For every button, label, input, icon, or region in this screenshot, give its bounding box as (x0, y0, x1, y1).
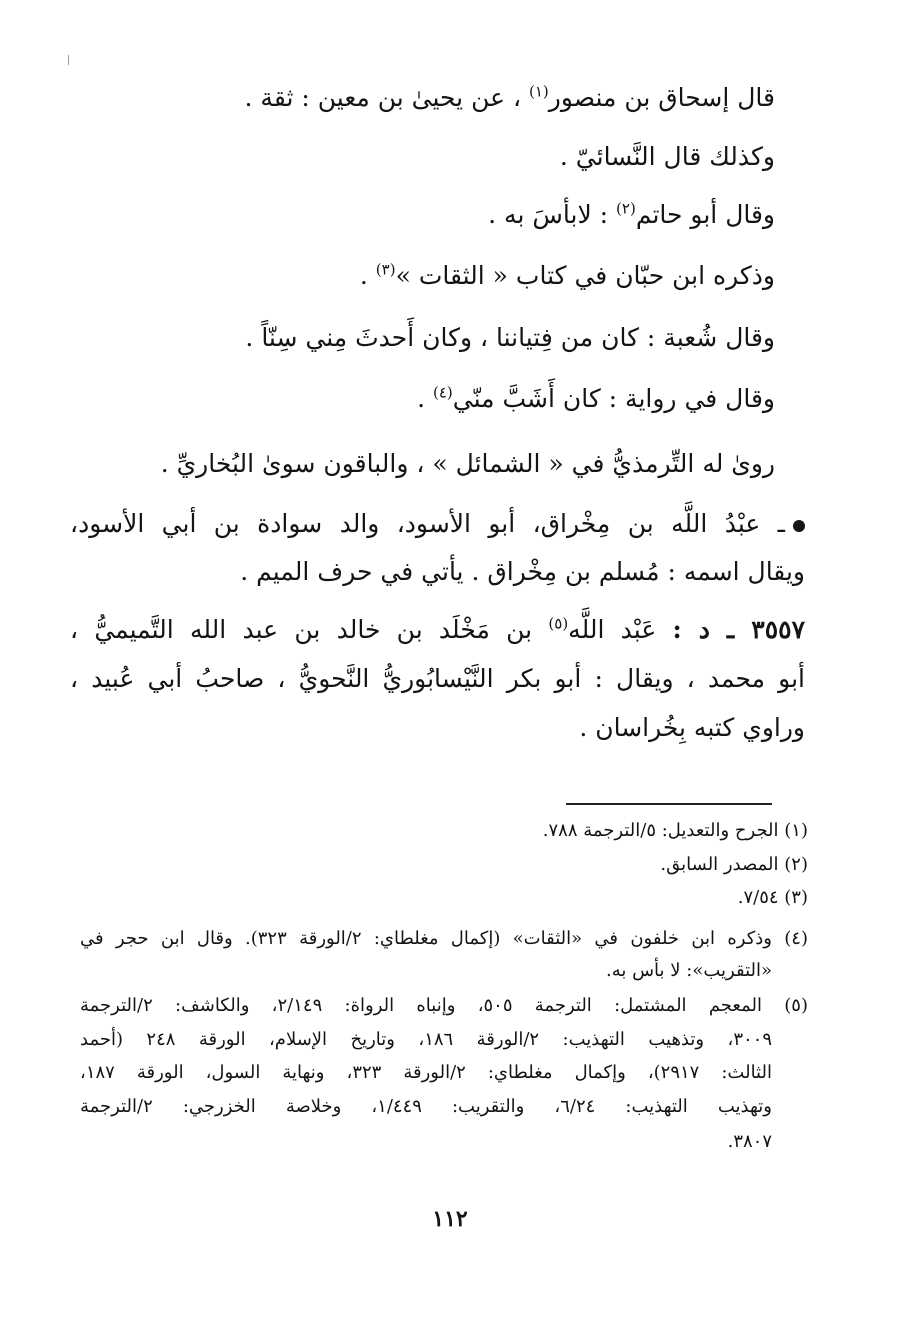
text-line-12: وراوي كتبه بِخُراسان . (579, 713, 805, 742)
footnote-3: (٣) ٧/٥٤. (737, 887, 808, 908)
text-line-7: روىٰ له التِّرمذيُّ في « الشمائل » ، والباقون سوىٰ البُخاريِّ . (160, 449, 775, 478)
text-segment: عَبْد اللَّه (568, 615, 673, 644)
footnote-ref-2[interactable]: (٢) (616, 199, 636, 218)
text-line-10 (70, 612, 805, 648)
text-line-3 (70, 197, 775, 233)
text-segment: وقال في رواية : كان أَشَبَّ منّي (452, 384, 775, 413)
text-line-11: أبو محمد ، ويقال : أبو بكر النَّيْسابُوريُّ النَّحويُّ ، صاحبُ أبي عُبيد ، (70, 664, 805, 693)
text-line-6 (70, 381, 775, 417)
text-segment: ـ عبْدُ اللَّه بن مِخْراق، أبو الأسود، والد سوادة بن أبي الأسود، (70, 509, 785, 538)
margin-mark (68, 55, 69, 65)
footnote-5-line-3: الثالث: ٢٩١٧)، وإكمال مغلطاي: ٢/الورقة ٣٢٣، ونهاية السول، الورقة ١٨٧، (80, 1062, 772, 1083)
footnote-5-line-1: (٥) المعجم المشتمل: الترجمة ٥٠٥، وإنباه الرواة: ٢/١٤٩، والكاشف: ٢/الترجمة (80, 995, 808, 1016)
footnote-ref-5[interactable]: (٥) (548, 614, 569, 633)
footnote-4-line-2: «التقريب»: لا بأس به. (605, 960, 772, 981)
text-line-4 (70, 258, 775, 294)
text-segment: قال إسحاق بن منصور (548, 83, 775, 112)
text-segment: ، عن يحيىٰ بن معين : ثقة . (244, 83, 529, 112)
text-segment: بن مَخْلَد بن خالد بن عبد الله التَّميميُّ ، (70, 615, 549, 644)
text-line-9: ويقال اسمه : مُسلم بن مِخْراق . يأتي في حرف الميم . (240, 557, 805, 586)
text-segment: . (417, 384, 433, 413)
bullet-icon (793, 520, 805, 532)
footnote-1: (١) الجرح والتعديل: ٥/الترجمة ٧٨٨. (542, 820, 808, 841)
footnote-ref-4[interactable]: (٤) (432, 383, 453, 402)
text-segment: وذكره ابن حبّان في كتاب « الثقات » (395, 261, 775, 290)
footnote-2: (٢) المصدر السابق. (660, 854, 808, 875)
footnote-5-line-4: وتهذيب التهذيب: ٦/٢٤، والتقريب: ١/٤٤٩، وخلاصة الخزرجي: ٢/الترجمة (80, 1096, 772, 1117)
entry-number: ٣٥٥٧ ـ د : (672, 615, 806, 644)
text-segment: وقال أبو حاتم (635, 200, 775, 229)
footnote-5-line-5: ٣٨٠٧. (727, 1131, 772, 1152)
footnote-ref-1[interactable]: (١) (529, 82, 549, 101)
text-segment: : لابأسَ به . (488, 200, 617, 229)
text-line-5: وقال شُعبة : كان من فِتياننا ، وكان أَحدثَ مِني سِنّاً . (245, 323, 775, 352)
footnote-5-line-2: ٣٠٠٩، وتذهيب التهذيب: ٢/الورقة ١٨٦، وتاريخ الإسلام، الورقة ٢٤٨ (أحمد (80, 1029, 772, 1050)
page-number: ١١٢ (432, 1206, 468, 1232)
text-line-2: وكذلك قال النَّسائيّ . (559, 142, 775, 171)
footnote-4-line-1: (٤) وذكره ابن خلفون في «الثقات» (إكمال مغلطاي: ٢/الورقة ٣٢٣). وقال ابن حجر في (80, 928, 808, 949)
text-line-1 (70, 80, 775, 116)
footnote-ref-3[interactable]: (٣) (375, 260, 396, 279)
text-line-8 (70, 506, 805, 542)
text-segment: . (359, 261, 376, 290)
footnote-separator (566, 803, 772, 805)
